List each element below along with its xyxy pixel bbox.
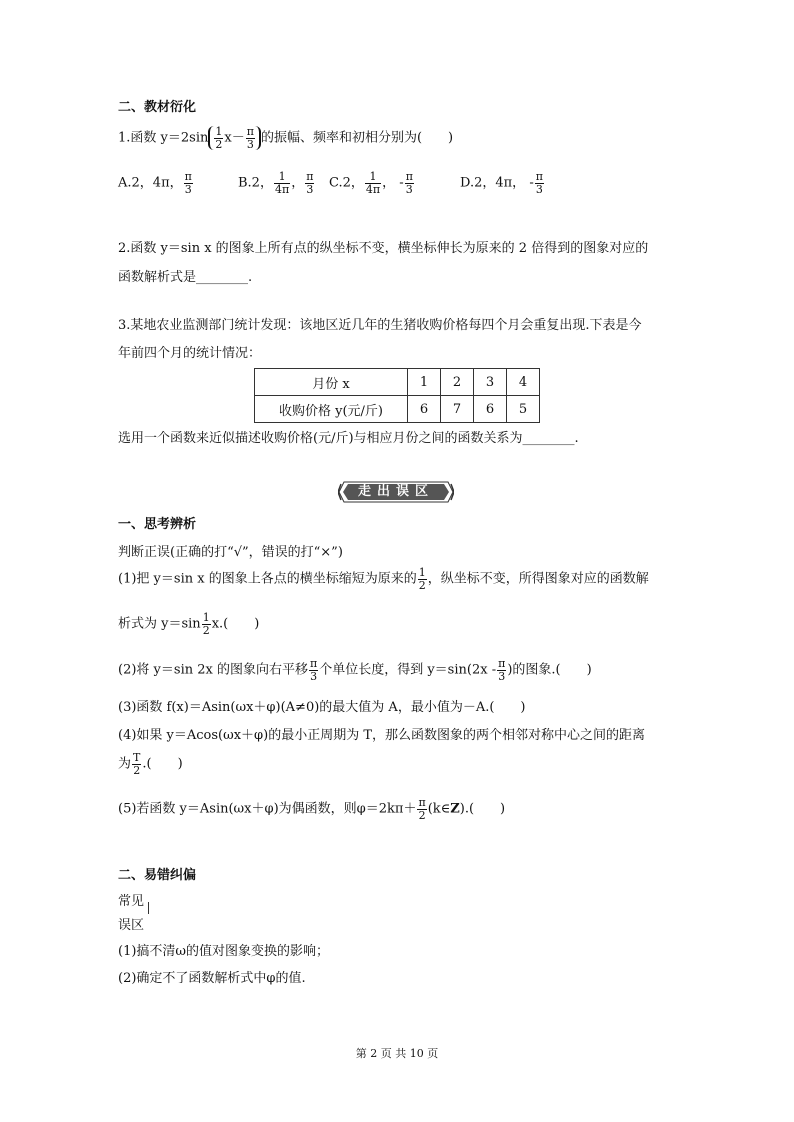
q1-option-b: B.2， $\frac{1}{4\pi}$ ， $\frac{\pi}{3}$ xyxy=(238,170,314,196)
table-cell: 7 xyxy=(441,396,474,423)
table-row xyxy=(255,369,540,396)
statement-2: (2)将 y＝sin 2x 的图象向右平移 $\frac{\pi}{3}$ 个单位长度，得到 y＝sin(2x - $\frac{\pi}{3}$ )的图象.( ) xyxy=(118,657,592,683)
q1-option-d: D.2，4π， - $\frac{\pi}{3}$ xyxy=(460,170,543,196)
question-3-line-1: 3.某地农业监测部门统计发现：该地区近几年的生猪收购价格每四个月会重复出现.下表是今 xyxy=(118,318,642,333)
label-divider xyxy=(148,902,149,914)
table-cell: 6 xyxy=(474,396,507,423)
mistake-item-1: (1)搞不清ω的值对图象变换的影响； xyxy=(118,944,330,959)
q1-suffix: 的振幅、频率和初相分别为( ) xyxy=(260,130,454,146)
section-title-textbook: 二、教材衍化 xyxy=(118,100,197,115)
statement-1-line-1: (1)把 y＝sin x 的图象上各点的横坐标缩短为原来的 $\frac{1}{2}$ ，纵坐标不变，所得图象对应的函数解 xyxy=(118,566,649,592)
q1-bracket: $\frac{1}{2}$ x－ $\frac{\pi}{3}$ xyxy=(208,126,261,150)
price-table xyxy=(254,368,540,423)
mistake-label-line-1: 常见 xyxy=(118,894,145,909)
statement-4-line-1: (4)如果 y＝Acos(ωx＋φ)的最小正周期为 T，那么函数图象的两个相邻对称中心之间的距离 xyxy=(118,728,646,743)
table-cell: 5 xyxy=(507,396,540,423)
table-cell: 收购价格 y(元/斤) xyxy=(255,396,408,423)
think-intro: 判断正误(正确的打“√”，错误的打“×”) xyxy=(118,545,343,560)
statement-3: (3)函数 f(x)＝Asin(ωx＋φ)(A≠0)的最大值为 A，最小值为－A.( ) xyxy=(118,700,526,715)
table-cell: 1 xyxy=(408,369,441,396)
table-cell: 2 xyxy=(441,369,474,396)
question-3-line-2: 年前四个月的统计情况： xyxy=(118,346,262,361)
q1-frac-half: $\frac{1}{2}$ xyxy=(215,125,223,151)
q1-frac-pi3: $\frac{\pi}{3}$ xyxy=(246,125,254,151)
mistake-item-2: (2)确定不了函数解析式中φ的值. xyxy=(118,971,306,986)
mistake-label-line-2: 误区 xyxy=(118,918,145,933)
q1-option-a: A.2，4π， $\frac{\pi}{3}$ xyxy=(118,170,192,196)
question-1-stem xyxy=(118,126,453,150)
page-footer: 第 2 页 共 10 页 xyxy=(355,1047,439,1060)
question-2-line-1: 2.函数 y＝sin x 的图象上所有点的纵坐标不变，横坐标伸长为原来的 2 倍得到的图象对应的 xyxy=(118,241,649,256)
table-cell: 月份 x xyxy=(255,369,408,396)
q1-option-c: C.2， $\frac{1}{4\pi}$ ， - $\frac{\pi}{3}$ xyxy=(329,170,413,196)
table-cell: 4 xyxy=(507,369,540,396)
table-cell: 3 xyxy=(474,369,507,396)
question-3-line-3: 选用一个函数来近似描述收购价格(元/斤)与相应月份之间的函数关系为________. xyxy=(118,431,579,446)
section-banner xyxy=(338,481,454,503)
section-title-think: 一、思考辨析 xyxy=(118,517,197,532)
statement-1-line-2: 析式为 y＝sin $\frac{1}{2}$ x.( ) xyxy=(118,611,260,637)
section-title-mistake: 二、易错纠偏 xyxy=(118,868,197,883)
q1-prefix: 1.函数 y＝2sin xyxy=(118,130,209,146)
banner-text: 走出误区 xyxy=(357,484,434,499)
table-cell: 6 xyxy=(408,396,441,423)
question-2-line-2: 函数解析式是________. xyxy=(118,270,253,285)
table-row xyxy=(255,396,540,423)
statement-5: (5)若函数 y＝Asin(ωx＋φ)为偶函数，则φ＝2kπ＋ $\frac{\pi}{2}$ (k∈Z).( ) xyxy=(118,796,506,822)
statement-4-line-2: 为 $\frac{T}{2}$ .( ) xyxy=(118,751,183,777)
